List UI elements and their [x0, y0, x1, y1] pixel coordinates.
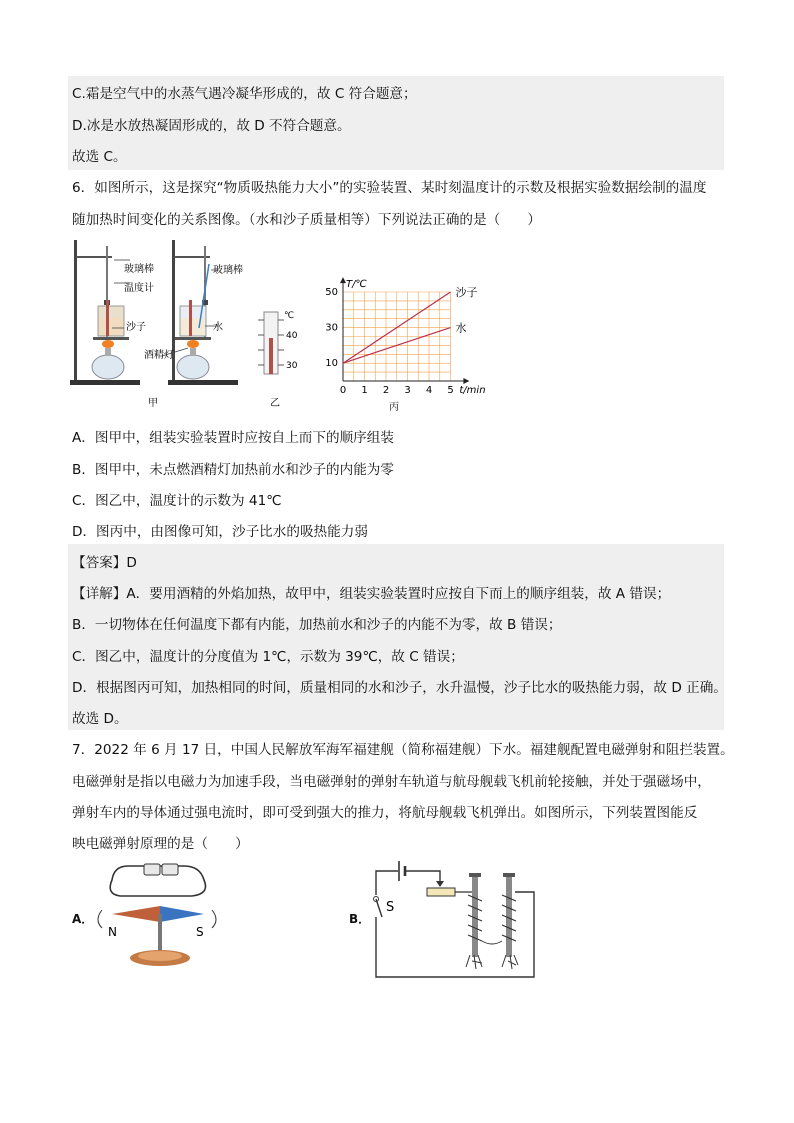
q6-option-d: D．图丙中，由图像可知，沙子比水的吸热能力弱: [72, 524, 368, 540]
q6-apparatus-figure: [68, 240, 338, 415]
compass-n: N: [108, 925, 117, 939]
caption-bing: 丙: [389, 402, 399, 413]
prev-answer-choice: 故选 C。: [72, 149, 127, 165]
q6-answer-block: [68, 544, 724, 730]
q7-stem-line3: 弹射车内的导体通过强电流时，即可受到强大的推力，将航母舰载飞机弹出。如图所示，下列装置图能反: [72, 805, 698, 821]
y-tick-label: 30: [325, 322, 338, 334]
compass-s: S: [196, 925, 204, 939]
q6-answer: 【答案】D: [72, 555, 137, 571]
q6-detail-b: B．一切物体在任何温度下都有内能，加热前水和沙子的内能不为零，故 B 错误；: [72, 617, 562, 633]
label-rod-left: 玻璃棒: [124, 264, 154, 275]
q6-stem-line1: 6．如图所示，这是探究“物质吸热能力大小”的实验装置、某时刻温度计的示数及根据实验数据绘制的温度: [72, 180, 707, 196]
label-rod-right: 玻璃棒: [213, 265, 243, 276]
label-thermometer: 温度计: [124, 283, 154, 294]
x-axis-label: t/min: [459, 385, 486, 396]
series-label-0: 沙子: [455, 286, 478, 299]
x-tick-label: 2: [382, 385, 390, 396]
label-water: 水: [213, 322, 223, 333]
y-tick-label: 10: [325, 358, 338, 370]
x-tick-label: 5: [447, 385, 454, 396]
x-tick-label: 3: [404, 385, 411, 396]
q6-option-c: C．图乙中，温度计的示数为 41℃: [72, 493, 282, 509]
q7-option-a-label: A．: [72, 912, 94, 926]
series-label-1: 水: [455, 321, 467, 335]
caption-jia: 甲: [148, 398, 158, 409]
thermo-tick-40: 40: [286, 331, 298, 341]
label-lamp: 酒精灯: [144, 350, 174, 361]
thermometer-reading-figure: [258, 312, 284, 374]
q6-option-a: A．图甲中，组装实验装置时应按自上而下的顺序组装: [72, 430, 394, 446]
switch-s: S: [386, 900, 395, 915]
x-tick-label: 1: [361, 385, 368, 396]
q7-option-b-figure: [372, 855, 544, 981]
prev-answer-line-c: C.霜是空气中的水蒸气遇冷凝华形成的，故 C 符合题意；: [72, 86, 417, 102]
q6-detail-a: 【详解】A．要用酒精的外焰加热，故甲中，组装实验装置时应按自下而上的顺序组装，故 A 错误；: [72, 586, 671, 602]
q6-temperature-chart: [318, 256, 486, 412]
q7-stem-line1: 7．2022 年 6 月 17 日，中国人民解放军海军福建舰（简称福建舰）下水。福建舰配置电磁弹射和阻拦装置。: [72, 742, 734, 758]
caption-yi: 乙: [270, 398, 280, 409]
x-tick-label: 4: [425, 385, 433, 396]
q6-detail-d: D．根据图丙可知，加热相同的时间，质量相同的水和沙子，水升温慢，沙子比水的吸热能力弱，故 D 正确。: [72, 680, 727, 696]
thermo-tick-30: 30: [286, 361, 298, 371]
q7-option-a-figure: [92, 860, 222, 976]
thermo-unit: ℃: [284, 311, 295, 321]
q6-stem-line2: 随加热时间变化的关系图像。（水和沙子质量相等）下列说法正确的是（ ）: [72, 212, 541, 228]
x-axis-arrow: [463, 378, 469, 384]
y-axis-label: T/℃: [346, 279, 367, 291]
q6-detail-choice: 故选 D。: [72, 711, 128, 727]
y-tick-label: 50: [325, 287, 338, 298]
label-sand: 沙子: [126, 322, 146, 333]
q7-option-b-label: B．: [349, 912, 371, 926]
q7-stem-line4: 映电磁弹射原理的是（ ）: [72, 836, 249, 852]
x-tick-label: 0: [339, 385, 347, 396]
q6-option-b: B．图甲中，未点燃酒精灯加热前水和沙子的内能为零: [72, 462, 394, 478]
prev-answer-line-d: D.冰是水放热凝固形成的，故 D 不符合题意。: [72, 118, 351, 134]
q7-stem-line2: 电磁弹射是指以电磁力为加速手段，当电磁弹射的弹射车轨道与航母舰载飞机前轮接触，并处于强磁场中，: [72, 774, 711, 790]
q6-detail-c: C．图乙中，温度计的分度值为 1℃，示数为 39℃，故 C 错误；: [72, 649, 464, 665]
